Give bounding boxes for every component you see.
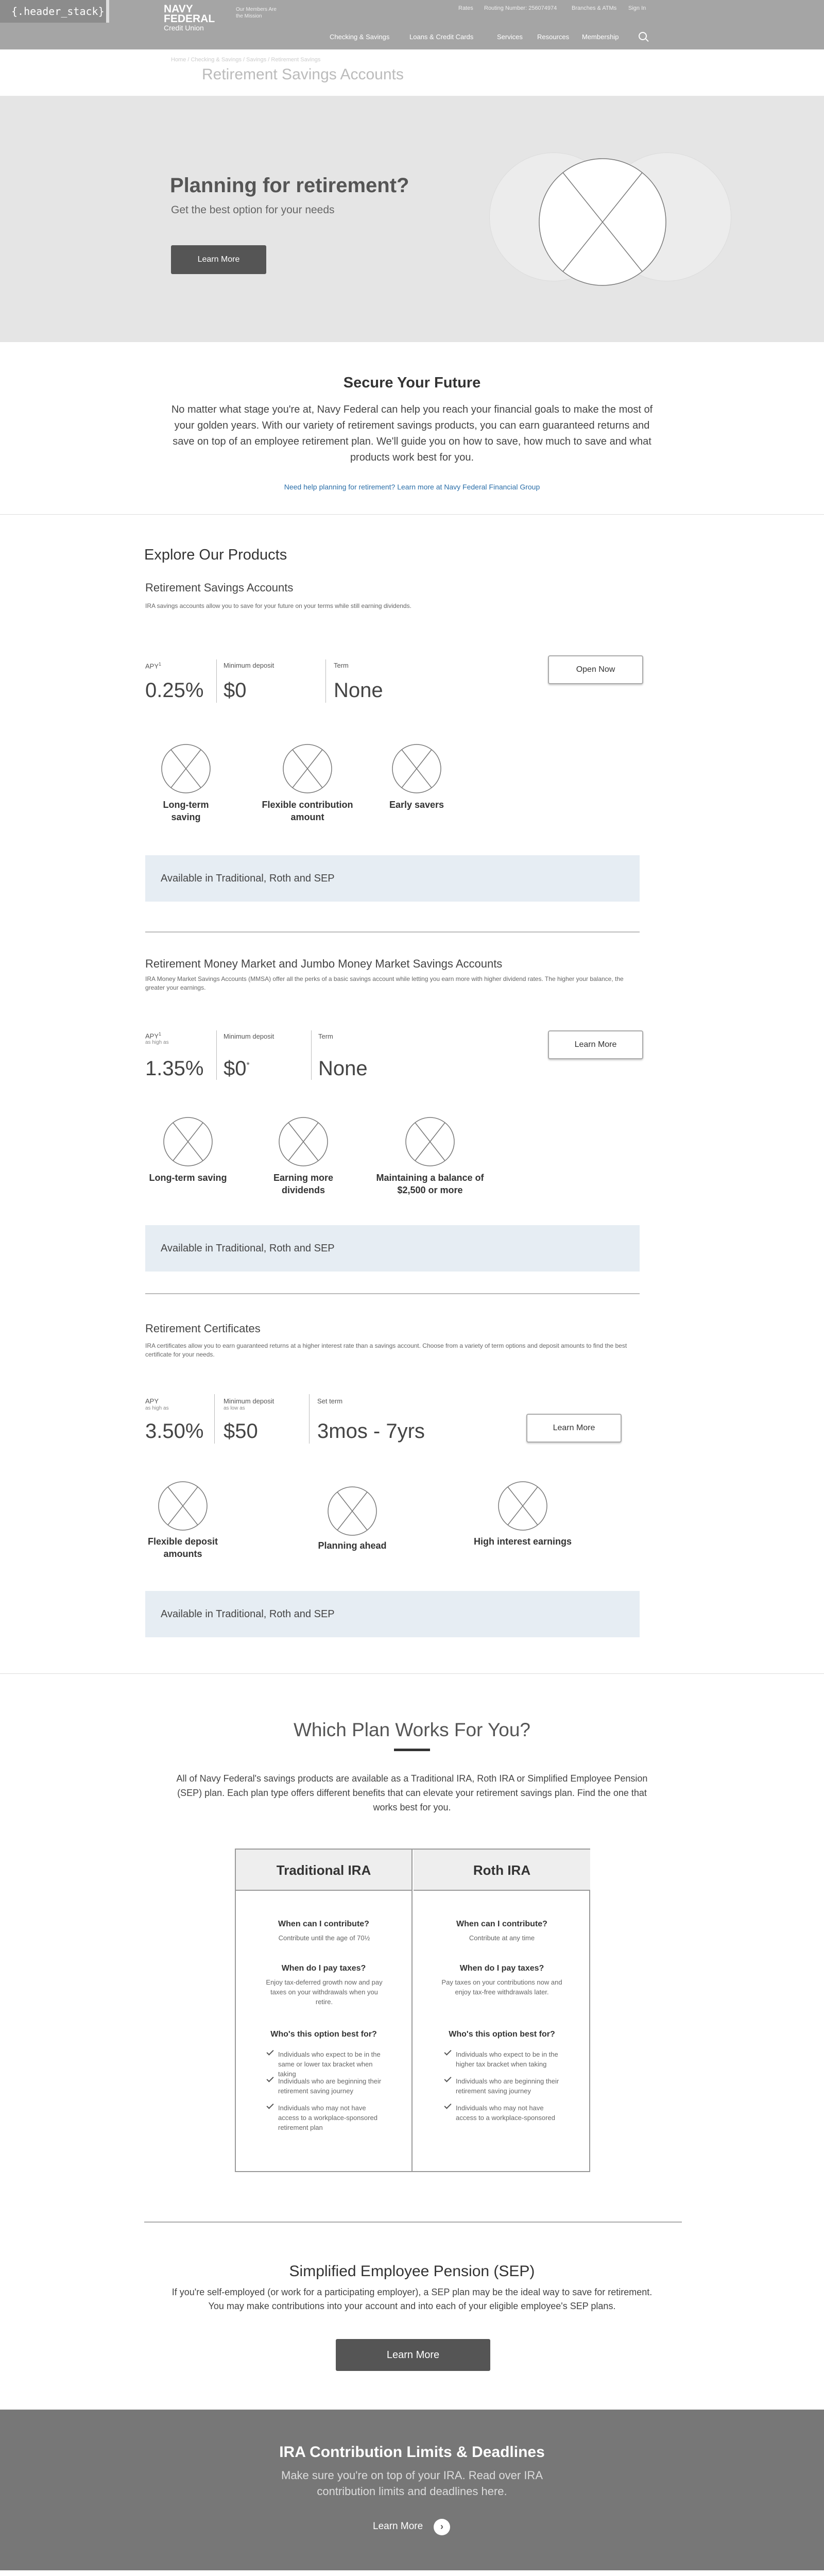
ira-limits-learn-more-link[interactable]: Learn More: [373, 2521, 423, 2532]
hero-title: Planning for retirement?: [170, 174, 409, 197]
plan-name: Roth IRA: [414, 1850, 590, 1891]
divider: [311, 1030, 312, 1080]
earning-dividends-icon: [278, 1116, 329, 1167]
high-interest-icon: [497, 1481, 548, 1531]
early-savers-icon: [391, 743, 442, 794]
which-plan-title: Which Plan Works For You?: [294, 1719, 530, 1740]
rates-link[interactable]: Rates: [458, 5, 473, 11]
apy-label: APY$^1$: [145, 662, 162, 670]
min-deposit-qualifier: as low as: [224, 1405, 245, 1411]
check-icon: [444, 2102, 451, 2109]
apy-label: APY$^1$: [145, 1031, 162, 1040]
min-deposit-value: $0: [224, 679, 247, 702]
apy-value: 3.50%: [145, 1420, 204, 1443]
plan-question: Who's this option best for?: [270, 2030, 377, 2039]
divider: [144, 2222, 682, 2223]
page-title: Retirement Savings Accounts: [202, 66, 404, 83]
apy-qualifier: as high as: [145, 1040, 169, 1045]
list-item: Individuals who expect to be in the same or lower tax bracket when taking: [267, 2049, 385, 2079]
list-item: Individuals who may not have access to a workplace-sponsored retirement plan: [267, 2103, 385, 2132]
divider: [214, 1394, 215, 1444]
hero-subtitle: Get the best option for your needs: [171, 204, 335, 216]
apy-value: 1.35%: [145, 1057, 204, 1080]
plan-answer: Enjoy tax-deferred growth now and pay taxes on your withdrawals when you retire.: [266, 1978, 383, 2006]
planning-ahead-icon: [327, 1486, 377, 1536]
feature-label: Flexible deposit amounts: [147, 1536, 218, 1559]
feature-label: High interest earnings: [473, 1536, 572, 1547]
hero-image-placeholder-icon: [538, 158, 667, 286]
brand-logo[interactable]: [164, 3, 215, 32]
divider: [309, 1394, 310, 1444]
secure-title: Secure Your Future: [343, 375, 481, 391]
check-icon: [444, 2075, 451, 2082]
apy-qualifier: as high as: [145, 1405, 169, 1411]
feature-label: Earning more dividends: [273, 1173, 334, 1195]
divider: [0, 514, 824, 515]
brand-line2: FEDERAL: [164, 13, 215, 25]
search-icon[interactable]: [639, 32, 647, 40]
ira-limits-body: Make sure you're on top of your IRA. Read over IRA contribution limits and deadlines here.: [281, 2469, 543, 2498]
header-stack-label: {.header_stack}: [0, 0, 109, 23]
check-icon: [266, 2102, 273, 2109]
availability-banner: Available in Traditional, Roth and SEP: [145, 855, 640, 902]
plan-answer: Contribute at any time: [469, 1934, 535, 1942]
min-deposit-label: Minimum deposit: [224, 1032, 274, 1040]
plan-question: When can I contribute?: [456, 1920, 547, 1928]
product-title: Retirement Money Market and Jumbo Money Market Savings Accounts: [145, 957, 503, 970]
sep-body: If you're self-employed (or work for a participating employer), a SEP plan may be the ideal way to save for retirement. You may make contributions into your account and into each of your eligible employee's SEP plans.: [171, 2287, 653, 2311]
min-deposit-label: Minimum deposit: [224, 1397, 274, 1405]
check-icon: [266, 2048, 273, 2055]
plan-answer: Pay taxes on your contributions now and enjoy tax-free withdrawals later.: [441, 1978, 562, 1996]
plan-question: When can I contribute?: [278, 1920, 369, 1928]
ira-limits-title: IRA Contribution Limits & Deadlines: [279, 2444, 545, 2461]
term-label: Term: [318, 1032, 333, 1040]
learn-more-button[interactable]: Learn More: [548, 1030, 643, 1059]
long-term-saving-icon: [161, 743, 211, 794]
apy-value: 0.25%: [145, 679, 204, 702]
top-navigation: [0, 0, 824, 49]
ira-limits-banner: [0, 2410, 824, 2570]
flexible-deposit-icon: [158, 1481, 208, 1531]
term-value: None: [334, 679, 383, 702]
plan-question: When do I pay taxes?: [459, 1964, 544, 1973]
term-value: 3mos - 7yrs: [317, 1420, 425, 1443]
list-item: Individuals who are beginning their retirement saving journey: [267, 2076, 385, 2096]
hero-banner: [0, 96, 824, 342]
learn-more-button[interactable]: Learn More: [526, 1414, 622, 1443]
brand-line1: NAVY: [164, 3, 193, 15]
locations-link[interactable]: Branches & ATMs: [572, 5, 617, 11]
divider: [325, 659, 326, 703]
menu-loans-credit-cards[interactable]: Loans & Credit Cards: [409, 33, 474, 41]
feature-label: Long-term saving: [163, 800, 209, 822]
list-item: Individuals who may not have access to a workplace-sponsored: [444, 2103, 563, 2123]
divider: [145, 931, 640, 933]
brand-line3: Credit Union: [164, 24, 204, 32]
check-icon: [444, 2048, 451, 2055]
which-plan-body: All of Navy Federal's savings products are available as a Traditional IRA, Roth IRA or Simplified Employee Pension (SEP) plan. Each plan type offers different benefits that can elevate your retirement savings plan. Find the one that works best for you.: [176, 1773, 648, 1812]
product-description: IRA Money Market Savings Accounts (MMSA) offer all the perks of a basic savings account while letting you earn more with higher dividend rates. The higher your balance, the greater your earnings.: [145, 975, 624, 991]
availability-banner: Available in Traditional, Roth and SEP: [145, 1225, 640, 1272]
flexible-contribution-icon: [282, 743, 333, 794]
plan-name: Traditional IRA: [236, 1850, 411, 1891]
hero-learn-more-button[interactable]: Learn More: [171, 245, 266, 274]
feature-label: Long-term saving: [149, 1173, 227, 1183]
sep-learn-more-button[interactable]: Learn More: [336, 2339, 490, 2371]
feature-label: Flexible contribution amount: [262, 800, 353, 822]
term-label: Term: [334, 662, 349, 669]
divider: [216, 659, 217, 703]
plan-answer: Contribute until the age of 70½: [278, 1934, 370, 1942]
menu-services[interactable]: Services: [497, 33, 523, 41]
divider: [145, 1293, 640, 1294]
min-deposit-label: Minimum deposit: [224, 662, 274, 669]
menu-resources[interactable]: Resources: [537, 33, 570, 41]
explore-title: Explore Our Products: [144, 547, 287, 563]
secure-body: No matter what stage you're at, Navy Federal can help you reach your financial goals to make the most of your golden years. With our variety of retirement savings products, you can earn guaranteed returns and save on top of an employee retirement plan. We'll guide you on how to save, how much to save and what products work best for you.: [171, 404, 653, 463]
term-label: Set term: [317, 1397, 343, 1405]
arrow-right-icon[interactable]: ›: [434, 2519, 450, 2535]
plan-question: Who's this option best for?: [449, 2030, 555, 2039]
term-value: None: [318, 1057, 368, 1080]
apy-label: APY: [145, 1397, 159, 1405]
routing-number: Routing Number: 256074974: [484, 5, 557, 11]
feature-label: Early savers: [389, 800, 444, 810]
min-deposit-value: $50: [224, 1420, 258, 1443]
product-description: IRA certificates allow you to earn guaranteed returns at a higher interest rate than a savings account. Choose from a variety of term options and deposit amounts to find the best certificate for your needs.: [145, 1342, 627, 1358]
feature-label: Planning ahead: [318, 1540, 387, 1551]
product-title: Retirement Certificates: [145, 1322, 261, 1335]
divider: [0, 1673, 824, 1674]
availability-banner: Available in Traditional, Roth and SEP: [145, 1591, 640, 1637]
sign-in-link[interactable]: Sign In: [628, 5, 646, 11]
plan-column-traditional: [236, 1850, 413, 2171]
min-deposit-value: $0*: [224, 1057, 250, 1080]
check-icon: [266, 2075, 273, 2082]
title-underline: [394, 1749, 430, 1751]
product-title: Retirement Savings Accounts: [145, 581, 294, 594]
menu-checking-savings[interactable]: Checking & Savings: [330, 33, 390, 41]
list-item: Individuals who are beginning their retirement saving journey: [444, 2076, 563, 2096]
plan-question: When do I pay taxes?: [281, 1964, 366, 1973]
feature-label: Maintaining a balance of $2,500 or more: [376, 1173, 484, 1195]
long-term-saving-icon: [163, 1116, 213, 1167]
sep-title: Simplified Employee Pension (SEP): [289, 2263, 535, 2280]
list-item: Individuals who expect to be in the higher tax bracket when taking: [444, 2049, 563, 2069]
balance-icon: [405, 1116, 455, 1167]
divider: [216, 1030, 217, 1080]
menu-membership[interactable]: Membership: [582, 33, 619, 41]
open-now-button[interactable]: Open Now: [548, 655, 643, 684]
breadcrumb[interactable]: Home / Checking & Savings / Savings / Retirement Savings: [171, 57, 321, 63]
plan-comparison-table: [235, 1849, 590, 2172]
brand-tagline: Our Members Are the Mission: [236, 7, 277, 19]
product-description: IRA savings accounts allow you to save for your future on your terms while still earning dividends.: [145, 602, 411, 609]
plan-column-roth: [414, 1850, 590, 2171]
financial-group-link[interactable]: Need help planning for retirement? Learn more at Navy Federal Financial Group: [284, 483, 540, 491]
